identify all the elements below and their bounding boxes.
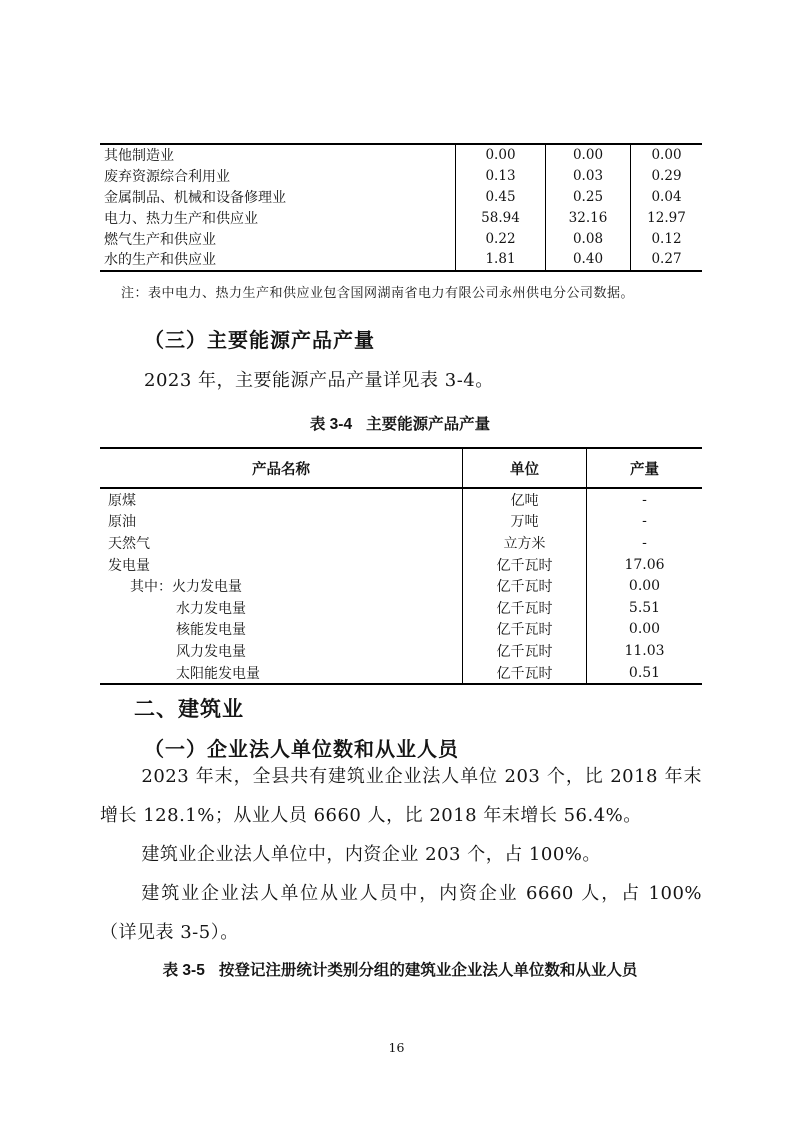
table-row: [100, 166, 702, 187]
table-row: [100, 511, 702, 533]
table-row: [100, 145, 702, 166]
cell-unit: 亿千瓦时: [462, 554, 586, 576]
cell-output: 0.51: [586, 662, 702, 684]
cell-product: 原油: [108, 514, 136, 531]
cell-product: 核能发电量: [176, 622, 246, 639]
row-value-3: 0.12: [630, 228, 702, 249]
table-row: [100, 187, 702, 208]
row-value-2: 0.00: [545, 145, 630, 166]
cell-output: 5.51: [586, 597, 702, 619]
construction-paragraphs: [100, 757, 702, 952]
table-row: [100, 249, 702, 270]
row-value-3: 12.97: [630, 207, 702, 228]
table-3-5-caption-label: 表 3-5: [162, 962, 205, 979]
subsection-heading-legal-entities: （一）企业法人单位数和从业人员: [144, 737, 459, 761]
cell-product: 原煤: [108, 492, 136, 509]
cell-unit: 亿千瓦时: [462, 662, 586, 684]
row-value-3: 0.27: [630, 249, 702, 270]
row-value-1: 0.22: [455, 228, 545, 249]
cell-product: 太阳能发电量: [176, 665, 260, 682]
header-cell-output: 产量: [586, 449, 702, 487]
table-row: [100, 532, 702, 554]
industry-table: [100, 143, 702, 272]
paragraph-construction-3: 建筑业企业法人单位从业人员中，内资企业 6660 人，占 100%（详见表 3-5）。: [100, 883, 702, 943]
row-value-1: 0.45: [455, 187, 545, 208]
row-value-2: 0.08: [545, 228, 630, 249]
table-row: [100, 640, 702, 662]
row-label: 燃气生产和供应业: [104, 231, 216, 248]
table-row: [100, 489, 702, 511]
table-row: [100, 597, 702, 619]
row-value-2: 0.25: [545, 187, 630, 208]
table-3-5-caption-title: 按登记注册统计类别分组的建筑业企业法人单位数和从业人员: [218, 962, 638, 979]
table-footnote: 注：表中电力、热力生产和供应业包含国网湖南省电力有限公司永州供电分公司数据。: [121, 286, 635, 301]
cell-unit: 亿千瓦时: [462, 575, 586, 597]
cell-output: 0.00: [586, 619, 702, 641]
paragraph-construction-2: 建筑业企业法人单位中，内资企业 203 个，占 100%。: [141, 844, 601, 865]
cell-output: 11.03: [586, 640, 702, 662]
section-heading-construction: 二、建筑业: [134, 698, 244, 721]
cell-product: 发电量: [108, 557, 150, 574]
cell-output: 17.06: [586, 554, 702, 576]
paragraph-energy-products: 2023 年，主要能源产品产量详见表 3-4。: [144, 370, 494, 391]
row-value-2: 0.40: [545, 249, 630, 270]
section-heading-energy-products: （三）主要能源产品产量: [144, 328, 375, 352]
row-value-3: 0.00: [630, 145, 702, 166]
table-row: [100, 662, 702, 684]
cell-unit: 亿千瓦时: [462, 619, 586, 641]
header-cell-unit: 单位: [462, 449, 586, 487]
cell-product: 风力发电量: [176, 643, 246, 660]
cell-unit: 万吨: [462, 511, 586, 533]
table-header-row: [100, 449, 702, 489]
cell-unit: 亿千瓦时: [462, 640, 586, 662]
table-row: [100, 619, 702, 641]
table-3-4-caption-label: 表 3-4: [309, 416, 353, 433]
row-value-2: 0.03: [545, 166, 630, 187]
cell-unit: 亿千瓦时: [462, 597, 586, 619]
table-row: [100, 575, 702, 597]
table-3-4-caption-title: 主要能源产品产量: [366, 416, 491, 433]
table-3-5-caption: [60, 958, 740, 980]
row-label: 水的生产和供应业: [104, 252, 216, 269]
row-label: 其他制造业: [104, 148, 174, 165]
cell-output: -: [586, 511, 702, 533]
row-label: 金属制品、机械和设备修理业: [104, 189, 286, 206]
row-value-2: 32.16: [545, 207, 630, 228]
row-label: 电力、热力生产和供应业: [104, 210, 258, 227]
row-value-1: 58.94: [455, 207, 545, 228]
cell-unit: 亿吨: [462, 489, 586, 511]
row-value-3: 0.29: [630, 166, 702, 187]
row-value-1: 0.13: [455, 166, 545, 187]
cell-output: 0.00: [586, 575, 702, 597]
cell-product: 其中：火力发电量: [130, 579, 242, 596]
row-label: 废弃资源综合利用业: [104, 169, 230, 186]
cell-output: -: [586, 489, 702, 511]
row-value-1: 1.81: [455, 249, 545, 270]
cell-product: 水力发电量: [176, 600, 246, 617]
table-row: [100, 207, 702, 228]
table-row: [100, 228, 702, 249]
paragraph-construction-1: 2023 年末，全县共有建筑业企业法人单位 203 个，比 2018 年末增长 128.1%；从业人员 6660 人，比 2018 年末增长 56.4%。: [100, 766, 702, 826]
row-value-3: 0.04: [630, 187, 702, 208]
table-3-4-caption: [60, 412, 740, 434]
cell-product: 天然气: [108, 535, 150, 552]
page-number: 16: [388, 1040, 405, 1055]
cell-unit: 立方米: [462, 532, 586, 554]
header-cell-product-name: 产品名称: [252, 460, 310, 478]
cell-output: -: [586, 532, 702, 554]
row-value-1: 0.00: [455, 145, 545, 166]
energy-products-table: [100, 447, 702, 685]
table-row: [100, 554, 702, 576]
